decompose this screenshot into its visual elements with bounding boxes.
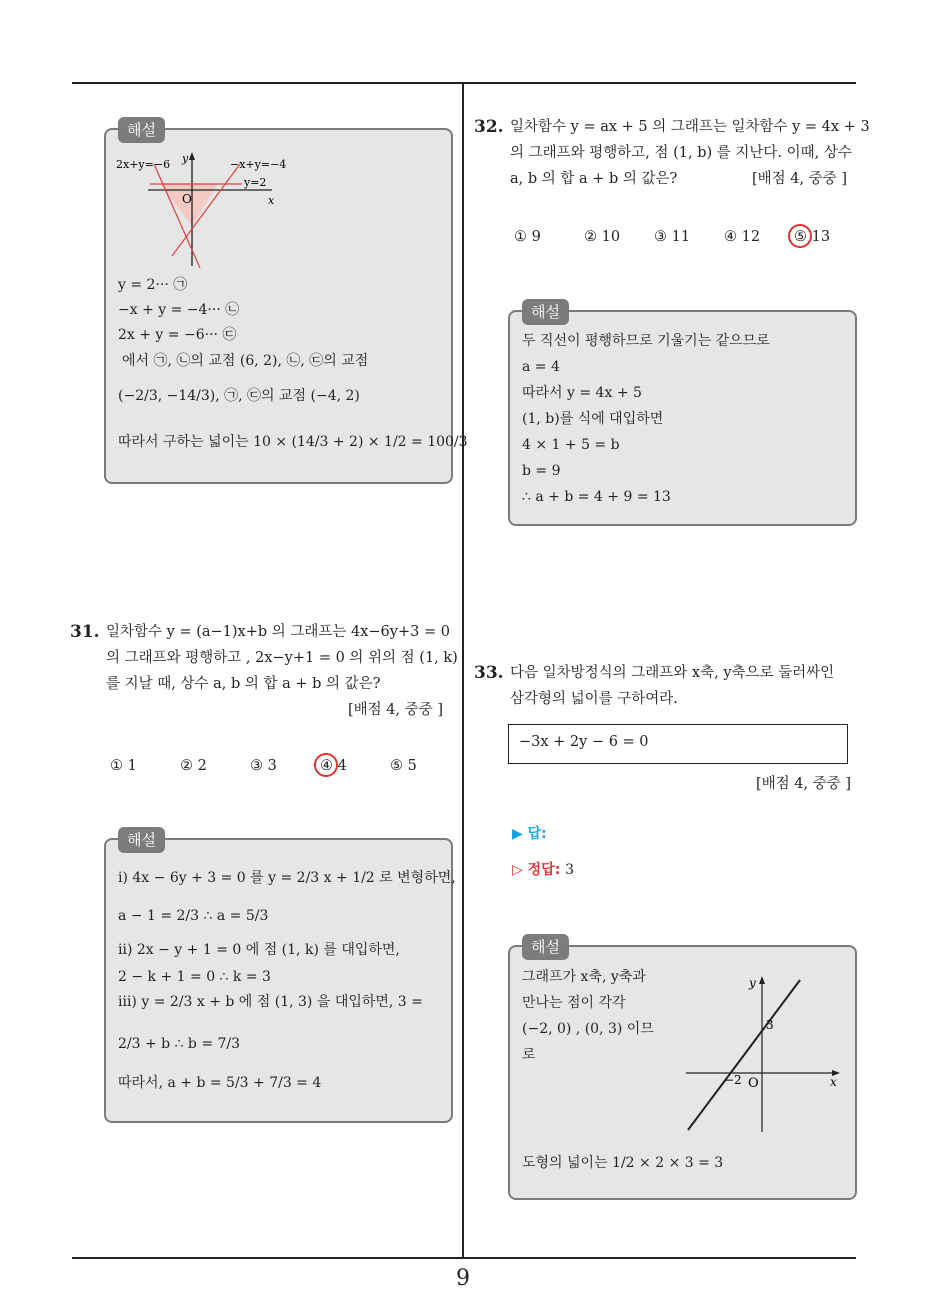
x-intercept-label: −2: [724, 1073, 742, 1087]
q32-number: 32.: [474, 117, 504, 137]
s30-line-6: 따라서 구하는 넓이는 10 × (14/3 + 2) × 1/2 = 100/3: [118, 434, 468, 450]
q32-line-2: 의 그래프와 평행하고, 점 (1, b) 를 지난다. 이때, 상수: [510, 145, 852, 161]
header-rule: [72, 82, 856, 84]
q31-sol-6: 2/3 + b ∴ b = 7/3: [118, 1036, 241, 1052]
q31-sol-5: ⅲ) y = 2/3 x + b 에 점 (1, 3) 을 대입하면, 3 =: [118, 994, 423, 1010]
footer-rule: [72, 1257, 856, 1259]
s30-line-1: y = 2··· ㉠: [118, 277, 188, 293]
q33-sol-1: 그래프가 x축, y축과: [522, 969, 646, 985]
x-axis-label: x: [830, 1075, 837, 1089]
q33-correct-value: 3: [565, 862, 575, 878]
q31-line-2: 의 그래프와 평행하고 , 2x−y+1 = 0 의 위의 점 (1, k): [106, 650, 458, 666]
q31-choice-3[interactable]: ③ 3: [250, 758, 277, 774]
q31-choice-2[interactable]: ② 2: [180, 758, 207, 774]
q33-correct-answer: [512, 859, 574, 879]
q32-answer-circle: [788, 224, 812, 248]
y-axis-arrow: [759, 976, 765, 984]
origin-label: O: [182, 192, 192, 206]
q31-sol-4: 2 − k + 1 = 0 ∴ k = 3: [118, 969, 271, 985]
q32-choice-4[interactable]: ④ 12: [724, 229, 761, 245]
q33-answer-label: ▶ 답:: [512, 826, 547, 842]
s30-line-2: −x + y = −4··· ㉡: [118, 302, 240, 318]
q31-sol-1: ⅰ) 4x − 6y + 3 = 0 를 y = 2/3 x + 1/2 로 변형하면,: [118, 870, 456, 886]
q33-line-1: 다음 일차방정식의 그래프와 x축, y축으로 둘러싸인: [510, 665, 835, 681]
page-number: 9: [456, 1266, 470, 1291]
graph-line: [688, 980, 800, 1130]
s30-line-4: 에서 ㉠, ㉡의 교점 (6, 2), ㉡, ㉢의 교점: [122, 353, 369, 369]
q32-sol-2: a = 4: [522, 359, 560, 375]
solution-tag-30: 해설: [118, 117, 165, 143]
q33-line-2: 삼각형의 넓이를 구하여라.: [510, 691, 678, 707]
q33-score: [배점 4, 중중 ]: [756, 776, 852, 792]
solution-tag-33: 해설: [522, 934, 569, 960]
q31-number: 31.: [70, 622, 100, 642]
graph-label-l1: 2x+y=−6: [116, 158, 171, 171]
q33-equation-box: [508, 724, 848, 764]
y-axis-arrow: [189, 152, 195, 160]
q33-sol-3: (−2, 0) , (0, 3) 이므: [522, 1021, 654, 1037]
q31-choice-1[interactable]: ① 1: [110, 758, 137, 774]
q32-sol-6: b = 9: [522, 463, 561, 479]
q31-line-3: 를 지날 때, 상수 a, b 의 합 a + b 의 값은?: [106, 676, 381, 692]
q32-choice-3[interactable]: ③ 11: [654, 229, 691, 245]
q31-answer-circle: [314, 753, 338, 777]
graph-30: [112, 150, 312, 270]
origin-label: O: [748, 1076, 759, 1091]
q32-choice-1[interactable]: ① 9: [514, 229, 541, 245]
q31-sol-2: a − 1 = 2/3 ∴ a = 5/3: [118, 908, 269, 924]
s30-line-5: (−2/3, −14/3), ㉠, ㉢의 교점 (−4, 2): [118, 388, 360, 404]
y-axis-label: y: [749, 976, 756, 990]
y-intercept-label: 3: [766, 1018, 774, 1032]
q32-sol-1: 두 직선이 평행하므로 기울기는 같으므로: [522, 333, 770, 349]
q31-line-1: 일차함수 y = (a−1)x+b 의 그래프는 4x−6y+3 = 0: [106, 624, 450, 640]
q33-equation: −3x + 2y − 6 = 0: [519, 734, 649, 750]
q32-sol-5: 4 × 1 + 5 = b: [522, 437, 620, 453]
q33-sol-5: 도형의 넓이는 1/2 × 2 × 3 = 3: [522, 1155, 724, 1171]
q33-number: 33.: [474, 663, 504, 683]
q33-sol-2: 만나는 점이 각각: [522, 995, 626, 1011]
graph-label-l3: y=2: [244, 176, 267, 189]
y-axis-label: y: [182, 152, 189, 165]
graph-33: [678, 966, 848, 1136]
q32-line-1: 일차함수 y = ax + 5 의 그래프는 일차함수 y = 4x + 3: [510, 119, 870, 135]
q31-choice-5[interactable]: ⑤ 5: [390, 758, 417, 774]
x-axis-label: x: [268, 194, 275, 207]
q32-line-3: a, b 의 합 a + b 의 값은?: [510, 171, 678, 187]
q32-sol-7: ∴ a + b = 4 + 9 = 13: [522, 489, 671, 505]
solution-tag-32: 해설: [522, 299, 569, 325]
solution-tag-31: 해설: [118, 827, 165, 853]
q31-choice-4[interactable]: ④ 4: [320, 758, 347, 774]
q32-sol-4: (1, b)를 식에 대입하면: [522, 411, 664, 427]
q33-correct-label: ▷ 정답:: [512, 862, 561, 878]
q32-choice-2[interactable]: ② 10: [584, 229, 621, 245]
q33-sol-4: 로: [522, 1047, 536, 1063]
column-divider: [462, 84, 464, 1258]
q31-sol-7: 따라서, a + b = 5/3 + 7/3 = 4: [118, 1075, 322, 1091]
q31-sol-3: ⅱ) 2x − y + 1 = 0 에 점 (1, k) 를 대입하면,: [118, 942, 400, 958]
s30-line-3: 2x + y = −6··· ㉢: [118, 327, 237, 343]
q32-choice-5[interactable]: ⑤ 13: [794, 229, 831, 245]
q32-score: [배점 4, 중중 ]: [752, 171, 848, 187]
graph-label-l2: −x+y=−4: [230, 158, 287, 171]
q31-score: [배점 4, 중중 ]: [348, 702, 444, 718]
q32-sol-3: 따라서 y = 4x + 5: [522, 385, 642, 401]
